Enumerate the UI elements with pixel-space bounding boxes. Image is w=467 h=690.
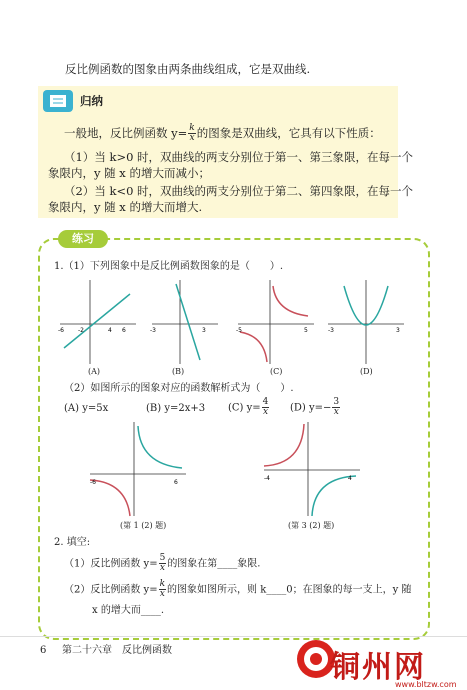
watermark-logo-core: [310, 653, 322, 665]
option-a: (A) y=5x: [64, 403, 109, 414]
page-number: 6: [40, 645, 47, 656]
book-icon: [43, 90, 73, 112]
graph-a-line: [64, 294, 130, 348]
svg-text:-3: -3: [150, 327, 156, 334]
svg-text:-4: -4: [264, 475, 270, 482]
option-d: (D) y=− $\frac{3}{x}$: [290, 397, 340, 418]
watermark-text: 铜州网: [330, 650, 426, 685]
svg-text:6: 6: [122, 327, 126, 334]
figure-1-2: [88, 420, 188, 520]
chapter-title: 第二十六章 反比例函数: [62, 645, 172, 656]
question-2-1: （1）反比例函数 y= $\frac{5}{x}$ 的图象在第____象限.: [64, 553, 261, 574]
svg-text:-6: -6: [90, 479, 96, 486]
figure-3-branch-1: [264, 424, 304, 466]
svg-text:4: 4: [348, 475, 352, 482]
property-1-line-a: （1）当 k>0 时，双曲线的两支分别位于第一、第三象限，在每一个: [64, 150, 414, 164]
figure-3-caption: (第 3 (2) 题): [288, 521, 335, 530]
definition-suffix: 的图象是双曲线，它具有以下性质：: [196, 125, 381, 140]
graph-d: [326, 278, 406, 368]
graph-c-branch-1: [273, 286, 308, 316]
svg-text:3: 3: [396, 327, 400, 334]
svg-text:-5: -5: [236, 327, 242, 334]
practice-tag: 练习: [58, 230, 108, 248]
footer-divider: [0, 636, 467, 637]
svg-text:4: 4: [108, 327, 112, 334]
svg-text:3: 3: [202, 327, 206, 334]
question-1-2: （2）如图所示的图象对应的函数解析式为（ ）.: [64, 383, 294, 394]
svg-text:-2: -2: [78, 327, 84, 334]
definition-prefix: 一般地，反比例函数 y=: [64, 125, 188, 140]
question-2-title: 2. 填空:: [54, 537, 91, 548]
figure-1-branch-1: [138, 426, 182, 468]
watermark-url: www.bltzw.com: [395, 680, 457, 689]
graph-c: [236, 278, 316, 368]
svg-text:6: 6: [174, 479, 178, 486]
graph-b-label: (B): [172, 367, 185, 376]
svg-text:-6: -6: [58, 327, 64, 334]
property-2-line-b: 象限内，y 随 x 的增大而增大.: [48, 200, 203, 214]
graph-a: [58, 278, 138, 368]
question-1-1: 1.（1）下列图象中是反比例函数图象的是（ ）.: [54, 261, 284, 272]
figure-3-2: [262, 420, 362, 520]
svg-text:5: 5: [304, 327, 308, 334]
option-b: (B) y=2x+3: [146, 403, 206, 414]
figure-1-caption: (第 1 (2) 题): [120, 521, 167, 530]
graph-c-branch-2: [240, 332, 267, 362]
figure-3-branch-2: [312, 476, 356, 516]
property-2-line-a: （2）当 k<0 时，双曲线的两支分别位于第二、第四象限，在每一个: [64, 184, 414, 198]
question-2-2-line-b: x 的增大而____.: [92, 605, 164, 616]
graph-d-label: (D): [360, 367, 373, 376]
graph-b: [150, 278, 220, 368]
graph-c-label: (C): [270, 367, 283, 376]
property-1-line-b: 象限内，y 随 x 的增大而减小；: [48, 166, 210, 180]
question-2-2: （2）反比例函数 y= $\frac{k}{x}$ 的图象如图所示，则 k____0；在图象的每一支上，y 随: [64, 579, 412, 600]
summary-heading: 归纳: [80, 94, 103, 108]
figure-1-branch-2: [90, 480, 130, 516]
graph-a-label: (A): [88, 367, 101, 376]
fraction-k-over-x: $\frac{k}{x}$: [189, 123, 195, 144]
intro-text: 反比例函数的图象由两条曲线组成，它是双曲线.: [65, 62, 311, 76]
summary-definition: [64, 124, 381, 144]
option-c: (C) y= $\frac{4}{x}$: [228, 397, 269, 418]
svg-text:-3: -3: [328, 327, 334, 334]
